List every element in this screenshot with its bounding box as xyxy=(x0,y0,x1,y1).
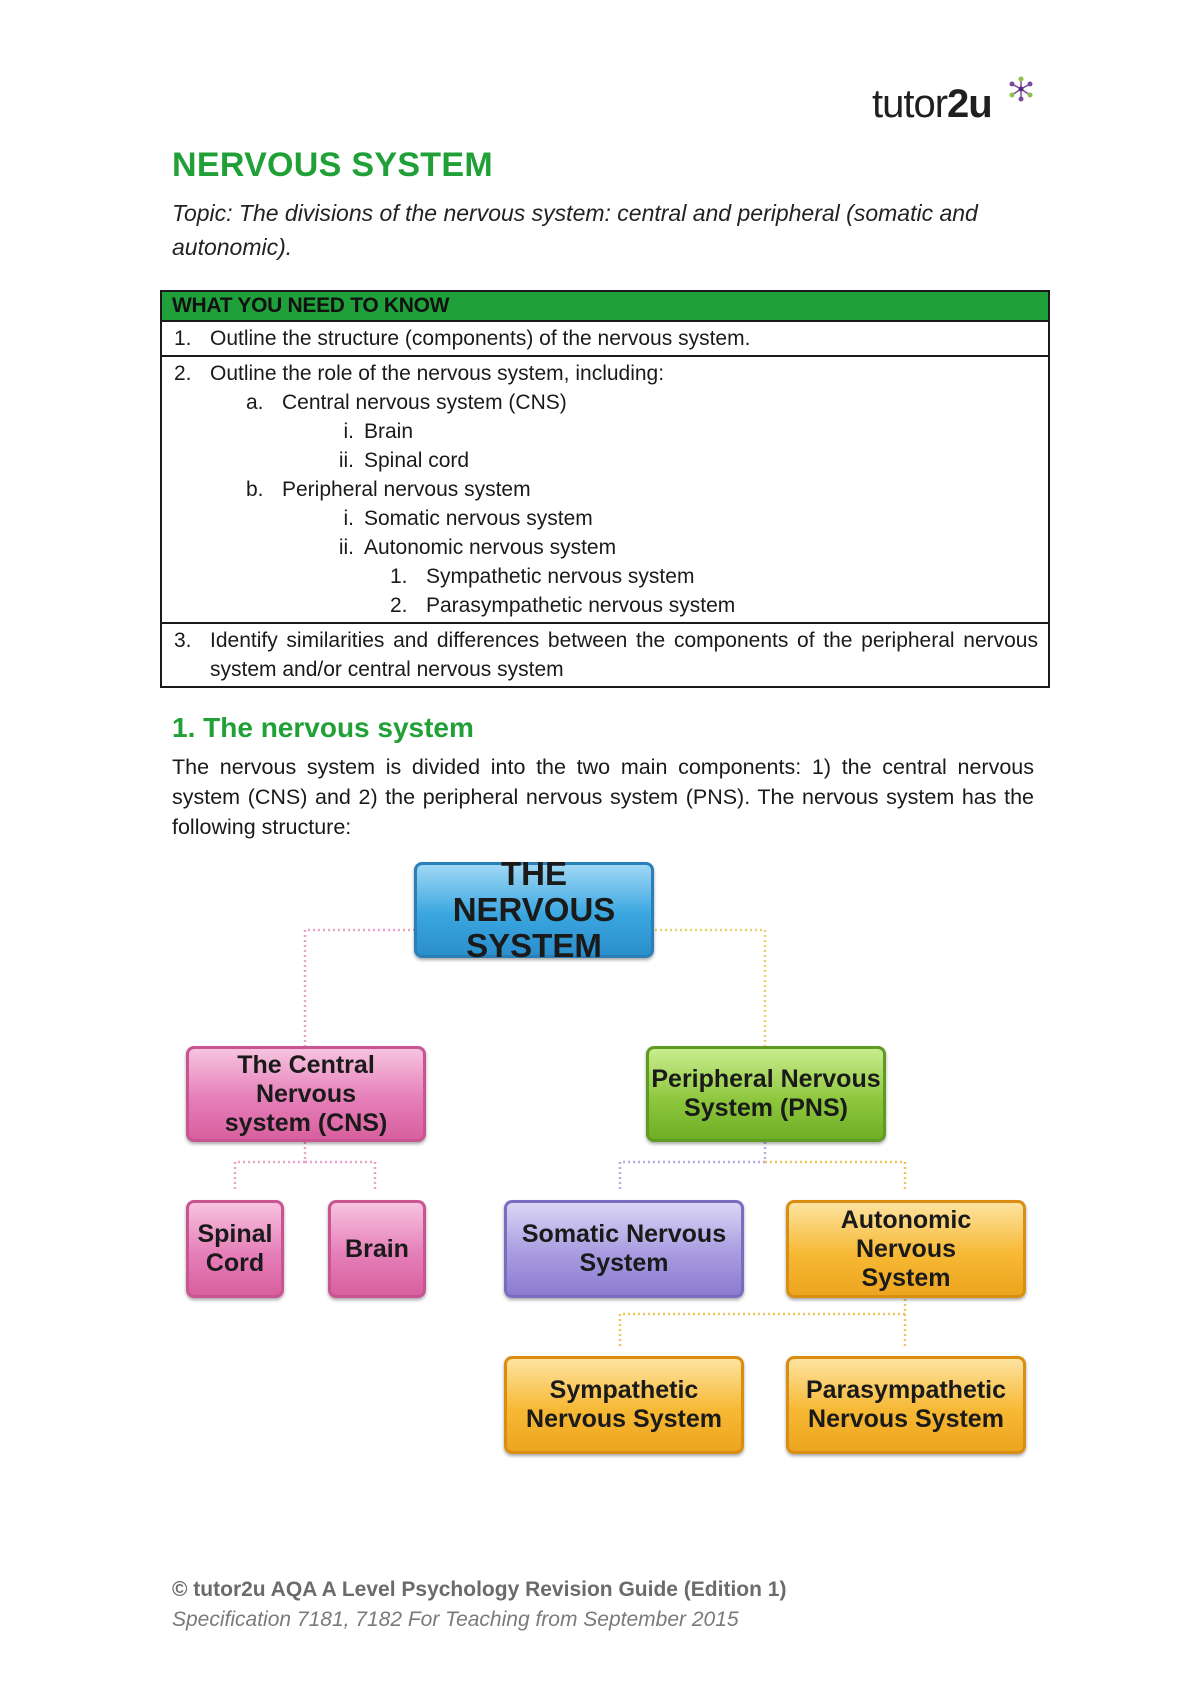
list-number: 3. xyxy=(174,629,192,652)
node-pns: Peripheral Nervous System (PNS) xyxy=(646,1046,886,1142)
node-brain: Brain xyxy=(328,1200,426,1298)
table-row xyxy=(162,624,1048,686)
list-text: Sympathetic nervous system xyxy=(426,565,695,588)
list-text: Parasympathetic nervous system xyxy=(426,594,736,617)
list-number: 1. xyxy=(390,565,408,588)
table-heading: WHAT YOU NEED TO KNOW xyxy=(162,292,1048,322)
list-text: Peripheral nervous system xyxy=(282,478,531,501)
list-text: Somatic nervous system xyxy=(364,507,593,530)
list-text: Outline the role of the nervous system, including: xyxy=(210,362,665,385)
flower-icon xyxy=(1008,76,1034,102)
footer-specification: Specification 7181, 7182 For Teaching from September 2015 xyxy=(172,1608,739,1631)
topic-line: Topic: The divisions of the nervous system: central and peripheral (somatic and autonomic). xyxy=(172,200,978,260)
list-text: Brain xyxy=(364,420,414,443)
node-sympathetic: Sympathetic Nervous System xyxy=(504,1356,744,1454)
list-text: Identify similarities and differences between the components of the peripheral nervous system and/or central nervous system xyxy=(210,629,1038,681)
list-number: 1. xyxy=(174,327,192,350)
logo-wordmark: tutor2u xyxy=(872,82,992,126)
node-parasympathetic: Parasympathetic Nervous System xyxy=(786,1356,1026,1454)
node-spinal-cord: Spinal Cord xyxy=(186,1200,284,1298)
table-row xyxy=(162,357,1048,624)
what-you-need-to-know-table xyxy=(160,290,1050,688)
table-row xyxy=(162,322,1048,357)
nervous-system-diagram xyxy=(160,850,1040,1470)
list-roman: ii. xyxy=(338,536,354,559)
list-number: 2. xyxy=(174,362,192,385)
list-text: Spinal cord xyxy=(364,449,470,472)
list-text: Autonomic nervous system xyxy=(364,536,617,559)
footer-copyright: © tutor2u AQA A Level Psychology Revision Guide (Edition 1) xyxy=(172,1578,787,1601)
list-letter: a. xyxy=(246,391,264,414)
list-text: Central nervous system (CNS) xyxy=(282,391,567,414)
list-text: Outline the structure (components) of the nervous system. xyxy=(210,327,751,350)
section-title: 1. The nervous system xyxy=(172,712,474,743)
list-roman: i. xyxy=(343,507,354,530)
section-paragraph: The nervous system is divided into the two main components: 1) the central nervous system (CNS) and 2) the peripheral nervous system (PNS). The nervous system has the following structure: xyxy=(172,755,1034,839)
node-autonomic: Autonomic Nervous System xyxy=(786,1200,1026,1298)
list-number: 2. xyxy=(390,594,408,617)
page-title: NERVOUS SYSTEM xyxy=(172,146,493,184)
list-roman: i. xyxy=(343,420,354,443)
node-cns: The Central Nervous system (CNS) xyxy=(186,1046,426,1142)
node-nervous-system: THE NERVOUS SYSTEM xyxy=(414,862,654,958)
list-roman: ii. xyxy=(338,449,354,472)
list-letter: b. xyxy=(246,478,264,501)
node-somatic: Somatic Nervous System xyxy=(504,1200,744,1298)
